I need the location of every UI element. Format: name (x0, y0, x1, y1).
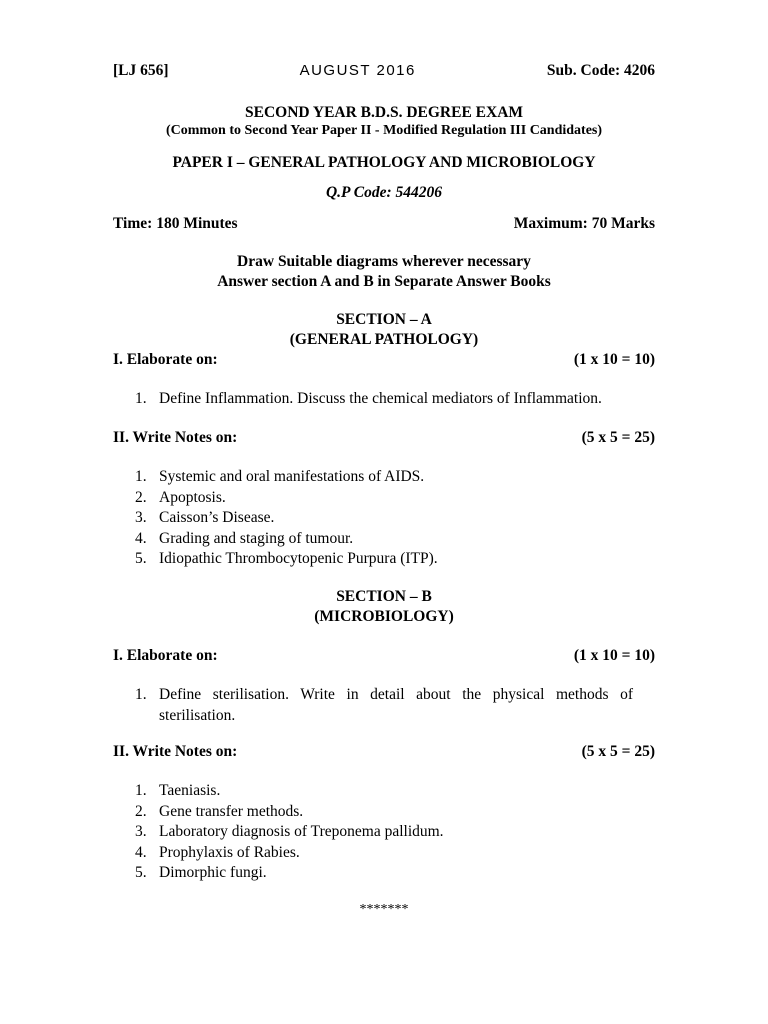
question-item (113, 781, 655, 802)
question-number: 1. (135, 390, 147, 407)
time-limit: Time: 180 Minutes (113, 215, 238, 232)
question-group-label: I. Elaborate on: (113, 351, 218, 368)
question-item (113, 467, 655, 488)
question-text: Gene transfer methods. (159, 802, 304, 820)
question-number: 5. (135, 550, 147, 567)
section-b-subtitle: (MICROBIOLOGY) (314, 608, 454, 625)
question-text: Define Inflammation. Discuss the chemical mediators of Inflammation. (159, 390, 602, 407)
section-b-elaborate-heading (113, 647, 655, 665)
section-a-notes-heading (113, 429, 655, 447)
question-item (113, 685, 633, 726)
question-item (113, 529, 655, 550)
question-number: 2. (135, 802, 147, 820)
question-number: 3. (135, 509, 147, 526)
question-number: 1. (135, 782, 147, 799)
question-number: 4. (135, 529, 147, 547)
question-item (113, 549, 655, 570)
end-of-paper-mark: ******* (359, 902, 409, 917)
question-number: 1. (135, 686, 147, 703)
question-number: 5. (135, 864, 147, 881)
question-number: 2. (135, 488, 147, 506)
question-text: Taeniasis. (159, 782, 221, 799)
question-number: 3. (135, 823, 147, 840)
question-item (113, 389, 655, 410)
question-text: Caisson’s Disease. (159, 509, 275, 526)
question-number: 1. (135, 468, 147, 485)
exam-title: SECOND YEAR B.D.S. DEGREE EXAM (244, 104, 524, 121)
question-item (113, 843, 655, 864)
section-a-subtitle: (GENERAL PATHOLOGY) (289, 331, 479, 348)
qp-code-label: Q.P Code (325, 184, 387, 201)
paper-header (113, 62, 655, 80)
section-b-notes-heading (113, 743, 655, 761)
question-text: Laboratory diagnosis of Treponema pallidum. (159, 823, 444, 840)
question-text: Systemic and oral manifestations of AIDS. (159, 468, 425, 485)
section-a-notes-list (113, 467, 655, 570)
question-item (113, 508, 655, 529)
question-group-label: II. Write Notes on: (113, 743, 238, 760)
section-b-notes-list (113, 781, 655, 884)
marks-allocation: (5 x 5 = 25) (581, 429, 655, 446)
section-a-elaborate-heading (113, 351, 655, 369)
section-b-title: SECTION – B (336, 588, 432, 605)
instruction-line: Answer section A and B in Separate Answer Books (217, 273, 551, 290)
subject-code: Sub. Code: 4206 (546, 62, 655, 79)
qp-code (113, 184, 655, 202)
exam-subtitle: (Common to Second Year Paper II - Modified Regulation III Candidates) (165, 123, 603, 138)
question-group-label: I. Elaborate on: (113, 647, 218, 664)
instruction-line: Draw Suitable diagrams wherever necessary (237, 253, 531, 270)
qp-code-value: : 544206 (386, 184, 443, 201)
exam-date: AUGUST 2016 (299, 62, 416, 79)
question-text: Apoptosis. (159, 488, 226, 506)
max-marks: Maximum: 70 Marks (513, 215, 655, 232)
question-item (113, 488, 655, 509)
paper-ref: [LJ 656] (113, 62, 169, 79)
question-text: Prophylaxis of Rabies. (159, 843, 300, 861)
marks-allocation: (5 x 5 = 25) (581, 743, 655, 760)
time-marks-row (113, 215, 655, 233)
section-b-elaborate-list (113, 685, 633, 726)
question-item (113, 863, 655, 884)
question-text: Dimorphic fungi. (159, 864, 267, 881)
question-text: Define sterilisation. Write in detail about the physical methods of sterilisation. (159, 686, 633, 724)
marks-allocation: (1 x 10 = 10) (573, 647, 655, 664)
marks-allocation: (1 x 10 = 10) (573, 351, 655, 368)
section-a-elaborate-list (113, 389, 655, 410)
question-text: Grading and staging of tumour. (159, 529, 354, 547)
question-number: 4. (135, 843, 147, 861)
question-item (113, 802, 655, 823)
question-item (113, 822, 655, 843)
question-group-label: II. Write Notes on: (113, 429, 238, 446)
paper-title: PAPER I – GENERAL PATHOLOGY AND MICROBIOLOGY (172, 154, 596, 171)
question-text: Idiopathic Thrombocytopenic Purpura (ITP). (159, 550, 438, 567)
section-a-title: SECTION – A (336, 311, 432, 328)
